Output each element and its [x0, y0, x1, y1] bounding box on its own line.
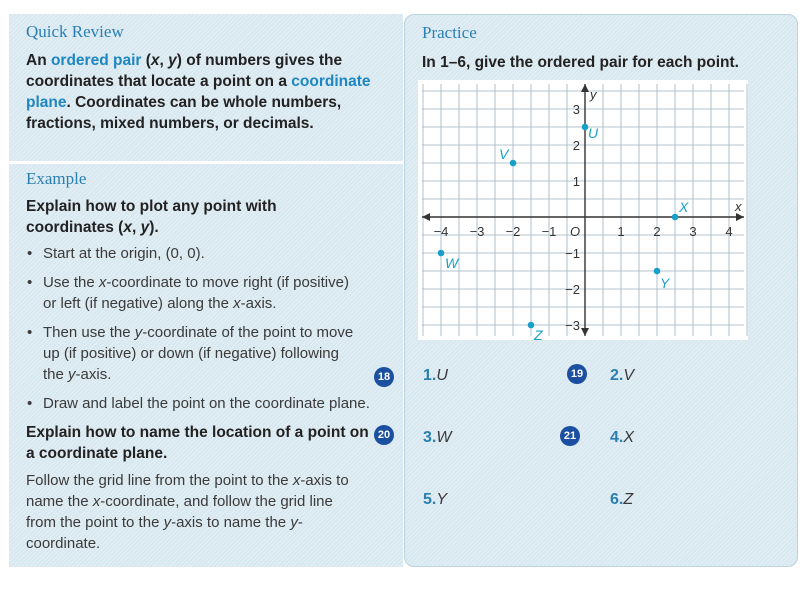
list-item: • Start at the origin, (0, 0).	[26, 243, 394, 264]
y-tick-label: 1	[572, 174, 580, 189]
x-tick-label: 3	[689, 224, 697, 239]
x-tick-label: 2	[653, 224, 661, 239]
example-question-2: Explain how to name the location of a point on a coordinate plane.	[26, 424, 369, 462]
x-tick-label: −2	[505, 224, 521, 239]
badge-21: 21	[560, 426, 580, 446]
list-item: • Use the x-coordinate to move right (if positive) or left (if negative) along the x-axis.	[26, 272, 363, 314]
badge-19: 19	[567, 364, 587, 384]
term-coordinate-plane: coordinate plane	[26, 73, 371, 111]
x-tick-label: −4	[433, 224, 449, 239]
point-label-z: Z	[534, 327, 543, 340]
example-steps	[26, 243, 394, 414]
coordinate-plane	[418, 80, 748, 340]
quick-review-heading: Quick Review	[26, 22, 124, 41]
quick-review-intro: An ordered pair (x, y) of numbers gives the coordinates that locate a point on a coordinate plane. Coordinates can be whole numbers, fractions, mixed numbers, or decimals.	[26, 52, 371, 132]
problem-4: 4.X	[610, 429, 635, 446]
problem-2: 2.V	[610, 367, 635, 384]
badge-18: 18	[374, 367, 394, 387]
point-label-x: X	[679, 199, 689, 215]
point-label-v: V	[499, 146, 509, 162]
point-x	[672, 214, 679, 221]
point-y	[654, 268, 661, 275]
grid-background	[418, 80, 748, 340]
y-tick-label: 3	[572, 102, 580, 117]
example-question-1: Explain how to plot any point with coordinates (x, y).	[26, 198, 277, 236]
problem-1: 1.U	[423, 367, 448, 384]
x-tick-label: −1	[541, 224, 557, 239]
point-w	[438, 250, 445, 257]
badge-20: 20	[374, 425, 394, 445]
x-tick-label: 4	[725, 224, 733, 239]
list-item: • Draw and label the point on the coordinate plane.	[26, 393, 394, 414]
quick-review-panel	[9, 14, 403, 567]
list-item: • Then use the y-coordinate of the point to move up (if positive) or down (if negative) following the y-axis.	[26, 322, 355, 385]
problem-3: 3.W	[423, 429, 452, 446]
y-tick-label: 2	[572, 138, 580, 153]
y-tick-label: −2	[565, 282, 580, 297]
point-label-w: W	[445, 255, 459, 271]
example-heading: Example	[26, 169, 87, 188]
term-ordered-pair: ordered pair	[50, 52, 142, 69]
practice-heading: Practice	[422, 23, 477, 42]
y-axis-label: y	[590, 87, 597, 102]
problem-6: 6.Z	[610, 491, 634, 508]
point-label-y: Y	[660, 275, 670, 291]
origin-label: O	[570, 224, 581, 239]
problem-5: 5.Y	[423, 491, 448, 508]
example-answer: Follow the grid line from the point to the x-axis to name the x-coordinate, and follow the grid line from the point to the y-axis to name the y-coordinate.	[26, 472, 349, 552]
x-tick-label: −3	[469, 224, 485, 239]
section-divider	[9, 161, 403, 164]
x-axis-label: x	[735, 199, 742, 214]
y-tick-label: −3	[565, 318, 580, 333]
x-tick-label: 1	[617, 224, 625, 239]
practice-instructions: In 1–6, give the ordered pair for each point.	[422, 54, 739, 71]
point-v	[510, 160, 517, 167]
y-tick-label: −1	[565, 246, 580, 261]
point-label-u: U	[588, 125, 599, 141]
